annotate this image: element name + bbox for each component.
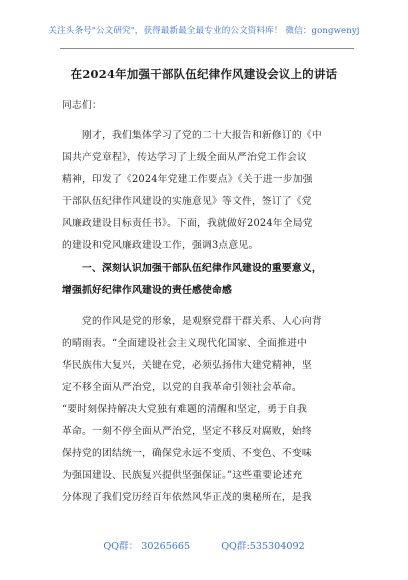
section-heading-line: 增强抓好纪律作风建设的责任感使命感 <box>62 285 232 296</box>
header-banner: 关注头条号"公文研究"，获得最新最全最专业的公文资料库！ 微信：gongwenyj <box>48 26 360 36</box>
paragraph2-line: 定不移全面从严治党，以党的自我革命引领社会革命。 <box>62 382 302 393</box>
greeting: 同志们： <box>62 100 102 111</box>
paragraph1-line: 风廉政建设目标责任书》。下面，我就做好2024年全局党 <box>62 218 313 229</box>
header-divider <box>60 48 354 49</box>
paragraph2-line: 保持党的团结统一，确保党永远不变质、不变色、不变味 <box>62 448 312 459</box>
footer-contact <box>0 538 408 552</box>
section-heading-line: 一、深刻认识加强干部队伍纪律作风建设的重要意义， <box>62 263 322 274</box>
document-title: 在2024年加强干部队伍纪律作风建设会议上的讲话 <box>70 67 338 81</box>
paragraph2-line: 的晴雨表。“全面建设社会主义现代化国家、全面推进中 <box>62 338 308 349</box>
footer-qq-group-2: QQ群:535304092 <box>221 541 305 552</box>
paragraph2-line: 华民族伟大复兴，关键在党，必须弘扬伟大建党精神，坚 <box>62 360 312 371</box>
paragraph2-line: 革命。一刻不停全面从严治党，坚定不移反对腐败，始终 <box>62 426 312 437</box>
paragraph2-line: 党的作风是党的形象，是观察党群干群关系、人心向背 <box>62 316 322 327</box>
paragraph2-line: 为强国建设、民族复兴提供坚强保证。”这些重要论述充 <box>62 470 303 481</box>
paragraph2-line: “要时刻保持解决大党独有难题的清醒和坚定，勇于自我 <box>62 404 308 415</box>
paragraph1-line: 干部队伍纪律作风建设的实施意见》等文件，签订了《党 <box>62 196 312 207</box>
paragraph1-line: 刚才，我们集体学习了党的二十大报告和新修订的《中 <box>62 130 322 141</box>
paragraph1-line: 精神，印发了《2024年党建工作要点》《关于进一步加强 <box>62 174 313 185</box>
paragraph2-line: 分体现了我们党历经百年依然风华正茂的奥秘所在，是我 <box>62 492 312 503</box>
footer-qq-group-1: QQ群： 30265665 <box>103 541 191 552</box>
paragraph1-line: 的建设和党风廉政建设工作，强调3点意见。 <box>62 240 259 251</box>
paragraph1-line: 国共产党章程》，传达学习了上级全面从严治党工作会议 <box>62 152 308 163</box>
